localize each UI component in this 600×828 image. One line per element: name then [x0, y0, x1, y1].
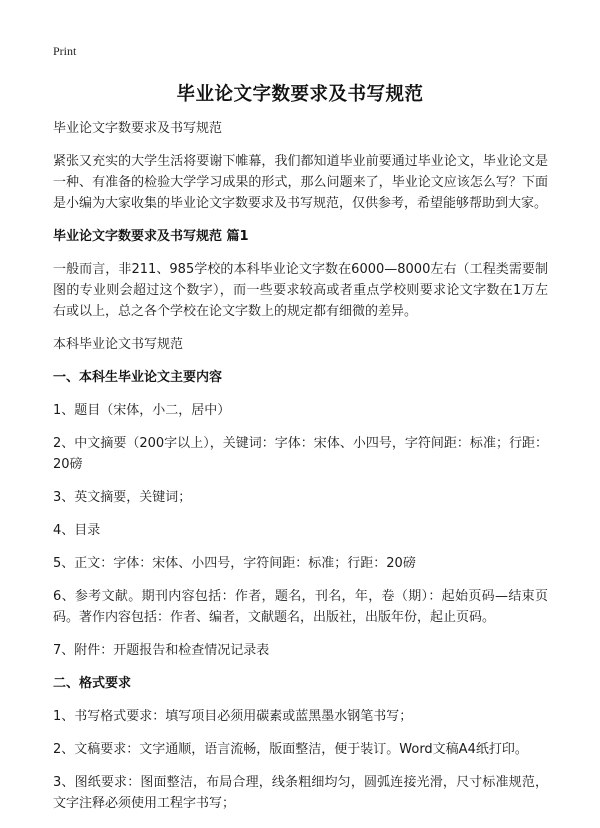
paragraph: 7、附件：开题报告和检查情况记录表 — [53, 643, 270, 658]
paragraph: 6、参考文献。期刊内容包括：作者，题名，刊名，年，卷（期）：起始页码—结束页码。著作内容包括：作者、编者，文献题名，出版社，出版年份，起止页码。 — [53, 589, 548, 625]
paragraph: 3、英文摘要，关键词； — [53, 490, 192, 505]
paragraph: 5、正文：字体：宋体、小四号，字符间距：标准；行距：20磅 — [53, 556, 416, 571]
paragraph: 本科毕业论文书写规范 — [53, 337, 184, 352]
section-heading: 一、本科生毕业论文主要内容 — [53, 370, 223, 385]
print-link[interactable]: Print — [53, 44, 77, 58]
paragraph: 3、图纸要求：图面整洁，布局合理，线条粗细均匀，圆弧连接光滑，尺寸标准规范，文字注释必须使用工程字书写； — [53, 775, 548, 811]
paragraph: 毕业论文字数要求及书写规范 — [53, 121, 223, 136]
section-heading: 毕业论文字数要求及书写规范 篇1 — [53, 229, 249, 244]
paragraph: 1、书写格式要求：填写项目必须用碳素或蓝黑墨水钢笔书写； — [53, 709, 413, 724]
section-heading: 二、格式要求 — [53, 676, 132, 691]
document-body — [53, 118, 548, 826]
paragraph: 一般而言，非211、985学校的本科毕业论文字数在6000—8000左右（工程类需要制图的专业则会超过这个数字），而一些要求较高或者重点学校则要求论文字数在1万左右或以上，总之各个学校在论文字数上的规定都有细微的差异。 — [53, 262, 548, 319]
paragraph: 2、中文摘要（200字以上），关键词：字体：宋体、小四号，字符间距：标准；行距：20磅 — [53, 436, 548, 472]
paragraph: 紧张又充实的大学生活将要谢下帷幕，我们都知道毕业前要通过毕业论文，毕业论文是一种、有准备的检验大学学习成果的形式，那么问题来了，毕业论文应该怎么写？下面是小编为大家收集的毕业论文字数要求及书写规范，仅供参考，希望能够帮助到大家。 — [53, 154, 548, 211]
paragraph: 4、目录 — [53, 523, 101, 538]
document-title: 毕业论文字数要求及书写规范 — [176, 84, 424, 105]
paragraph: 1、题目（宋体，小二，居中） — [53, 403, 231, 418]
paragraph: 2、文稿要求：文字通顺，语言流畅，版面整洁，便于装订。Word文稿A4纸打印。 — [53, 742, 528, 757]
